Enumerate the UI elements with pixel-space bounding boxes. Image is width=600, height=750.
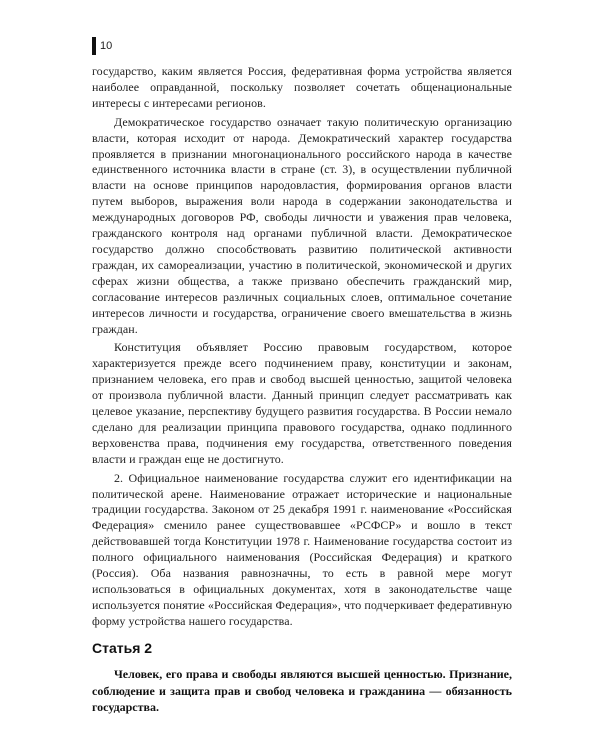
paragraph-official-name: 2. Официальное наименование государства служит его идентификации на политической арене. Наименование отражает исторические и национальные традиции государства. Законом от 25 декабря 1991 г. наименование «Российская Федерация» сменило ранее существовавшее «РСФСР» и вошло в текст действовавшей тогда Конституции 1978 г. Наименование государства состоит из полного официального наименования (Российская Федерация) и краткого (Россия). Оба названия равнозначны, то есть в равной мере могут использоваться в официальных документах, хотя в законодательстве чаще используется понятие «Российская Федерация», что подчеркивает федеративную форму устройства нашего государства. [92, 470, 512, 628]
paragraph-continuation: государство, каким является Россия, федеративная форма устройства является наиболее оправданной, поскольку позволяет сочетать общенациональные интересы с интересами регионов. [92, 64, 512, 110]
body-text [92, 64, 512, 633]
article-text: Человек, его права и свободы являются высшей ценностью. Признание, соблюдение и защита прав и свобод человека и гражданина — обязанность государства. [92, 667, 512, 714]
page-marker-bar [92, 37, 96, 55]
page-header [92, 37, 112, 55]
paragraph-democratic-state: Демократическое государство означает такую политическую организацию власти, которая исходит от народа. Демократический характер государства проявляется в признании многонационального российского народа в качестве единственного источника власти в стране (ст. 3), в осуществлении публичной власти на основе принципов народовластия, формирования органов власти путем выборов, выражения воли народа в содержании законодательства и международных договоров РФ, свободы личности и уважения прав человека, гражданского контроля над органами публичной власти. Демократическое государство должно способствовать развитию политической активности граждан, их самореализации, участию в политической, экономической и других сферах жизни общества, а также призвано обеспечить гражданский мир, согласование интересов различных социальных слоев, оптимальное сочетание интересов личности и государства, ограничение своего вмешательства в жизнь граждан. [92, 114, 512, 336]
paragraph-legal-state: Конституция объявляет Россию правовым государством, которое характеризуется прежде всего подчинением праву, конституции и законам, признанием человека, его прав и свобод высшей ценностью, защитой человека от произвола публичной власти. Данный принцип следует рассматривать как целевое указание, перспективу будущего развития государства. В России немало сделано для реализации принципа правового государства, однако подлинного верховенства права, подчинения ему государства, ответственного поведения власти и граждан еще не достигнуто. [92, 340, 512, 466]
article-heading: Статья 2 [92, 640, 153, 656]
page-number: 10 [100, 40, 113, 52]
